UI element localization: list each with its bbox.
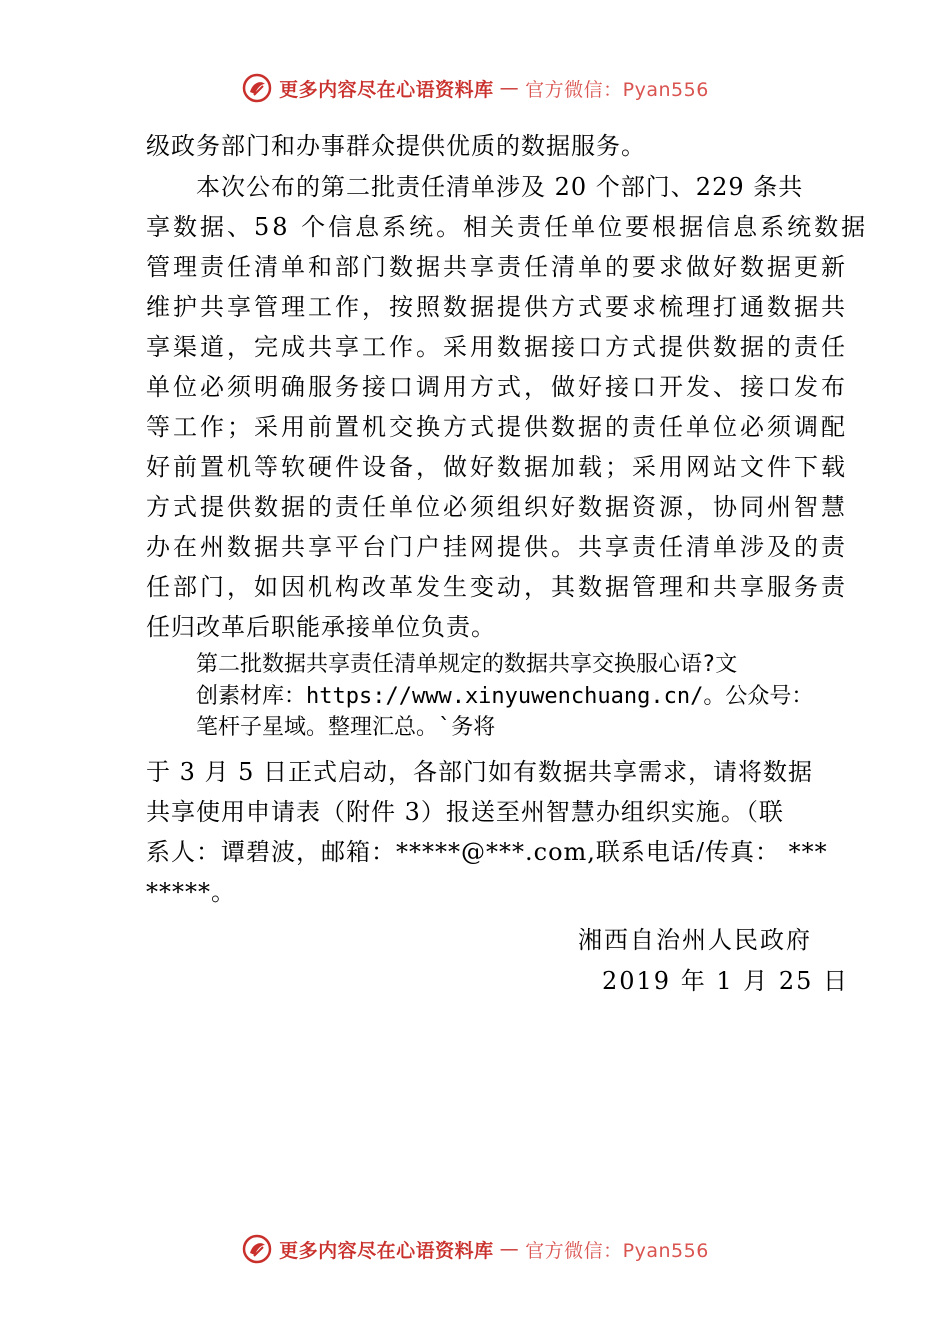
xinyu-logo-icon [241, 72, 273, 104]
body-line: 维护共享管理工作，按照数据提供方式要求梳理打通数据共 [146, 293, 848, 321]
watermark-brand: 更多内容尽在心语资料库 [279, 78, 494, 101]
watermark-dash: — [499, 1238, 520, 1260]
body-line: 办在州数据共享平台门户挂网提供。共享责任清单涉及的责 [146, 533, 848, 561]
body-line: 级政务部门和办事群众提供优质的数据服务。 [146, 132, 646, 160]
body-line: 本次公布的第二批责任清单涉及 20 个部门、229 条共 [196, 173, 804, 201]
watermark-wechat: 官方微信：Pyan556 [525, 1239, 709, 1262]
signature-date: 2019 年 1 月 25 日 [602, 967, 850, 995]
body-line: 任归改革后职能承接单位负责。 [146, 613, 496, 641]
xinyu-logo-icon [241, 1233, 273, 1265]
body-line: 方式提供数据的责任单位必须组织好数据资源，协同州智慧 [146, 493, 848, 521]
tail-line: 于 3 月 5 日正式启动，各部门如有数据共享需求，请将数据 [146, 758, 814, 786]
inserted-line: 笔杆子星域。整理汇总。`务将 [196, 715, 496, 740]
inserted-line: 创素材库：https://www.xinyuwenchuang.cn/。公众号： [196, 684, 814, 709]
signature-org: 湘西自治州人民政府 [578, 926, 812, 954]
watermark-brand: 更多内容尽在心语资料库 [279, 1239, 494, 1262]
watermark-wechat: 官方微信：Pyan556 [525, 78, 709, 101]
body-line: 享渠道，完成共享工作。采用数据接口方式提供数据的责任 [146, 333, 848, 361]
body-line: 等工作；采用前置机交换方式提供数据的责任单位必须调配 [146, 413, 848, 441]
body-line: 享数据、58 个信息系统。相关责任单位要根据信息系统数据 [146, 213, 869, 241]
tail-line: 系人：谭碧波，邮箱：*****@***.com,联系电话/传真： *** [146, 838, 828, 866]
body-line: 单位必须明确服务接口调用方式，做好接口开发、接口发布 [146, 373, 848, 401]
header-watermark [0, 72, 950, 104]
body-line: 任部门，如因机构改革发生变动，其数据管理和共享服务责 [146, 573, 848, 601]
body-line: 好前置机等软硬件设备，做好数据加载；采用网站文件下载 [146, 453, 848, 481]
footer-watermark [0, 1233, 950, 1265]
tail-line: 共享使用申请表（附件 3）报送至州智慧办组织实施。（联 [146, 798, 784, 826]
body-line: 管理责任清单和部门数据共享责任清单的要求做好数据更新 [146, 253, 848, 281]
watermark-dash: — [499, 77, 520, 99]
inserted-line: 第二批数据共享责任清单规定的数据共享交换服心语?文 [196, 652, 738, 677]
tail-line: *****。 [146, 878, 236, 906]
